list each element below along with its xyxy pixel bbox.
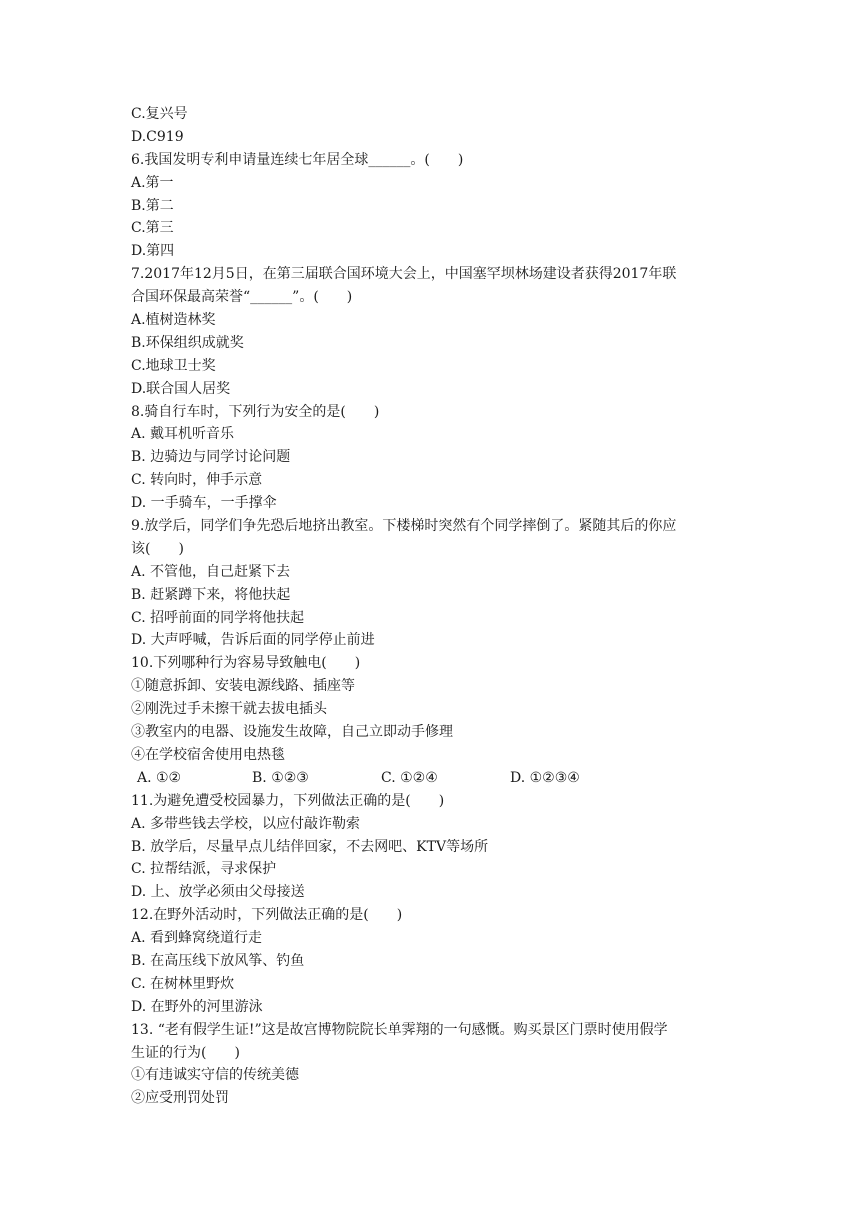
- q6-option-d: D.第四: [131, 243, 175, 260]
- q12-option-c: C. 在树林里野炊: [131, 975, 235, 992]
- q6-stem: 6.我国发明专利申请量连续七年居全球______。( ): [131, 151, 464, 168]
- q12-stem: 12.在野外活动时，下列做法正确的是( ): [131, 907, 403, 924]
- q10-item-4: ④在学校宿舍使用电热毯: [131, 746, 285, 763]
- q13-stem-line2: 生证的行为( ): [131, 1044, 240, 1061]
- q6-option-c: C.第三: [131, 220, 174, 237]
- q10-stem: 10.下列哪种行为容易导致触电( ): [131, 655, 361, 672]
- q9-option-b: B. 赶紧蹲下来，将他扶起: [131, 586, 291, 603]
- q13-stem-line1: 13. “老有假学生证!”这是故宫博物院院长单霁翔的一句感慨。购买景区门票时使用假学: [131, 1021, 668, 1038]
- q12-option-a: A. 看到蜂窝绕道行走: [131, 930, 263, 947]
- q7-option-d: D.联合国人居奖: [131, 380, 231, 397]
- q7-stem-line1: 7.2017年12月5日，在第三届联合国环境大会上，中国塞罕坝林场建设者获得2017年联: [131, 266, 677, 283]
- q10-option-d: D. ①②③④: [510, 769, 580, 786]
- q6-option-a: A.第一: [131, 174, 174, 191]
- q13-item-1: ①有违诚实守信的传统美德: [131, 1067, 299, 1084]
- q8-option-d: D. 一手骑车，一手撑伞: [131, 495, 277, 512]
- q10-option-c: C. ①②④: [381, 769, 438, 786]
- q5-option-d: D.C919: [131, 128, 184, 145]
- q11-option-c: C. 拉帮结派，寻求保护: [131, 861, 277, 878]
- q10-item-2: ②刚洗过手未擦干就去拔电插头: [131, 701, 327, 718]
- q10-options-row: [131, 767, 741, 790]
- q9-option-c: C. 招呼前面的同学将他扶起: [131, 609, 305, 626]
- q7-stem-line2: 合国环保最高荣誉“______”。( ): [131, 289, 353, 306]
- q10-option-b: B. ①②③: [252, 769, 309, 786]
- q10-item-3: ③教室内的电器、设施发生故障，自己立即动手修理: [131, 724, 453, 741]
- q8-option-a: A. 戴耳机听音乐: [131, 426, 235, 443]
- q12-option-b: B. 在高压线下放风筝、钓鱼: [131, 952, 305, 969]
- q9-option-a: A. 不管他，自己赶紧下去: [131, 563, 291, 580]
- q9-option-d: D. 大声呼喊，告诉后面的同学停止前进: [131, 632, 375, 649]
- q11-option-a: A. 多带些钱去学校，以应付敲诈勒索: [131, 815, 361, 832]
- q11-option-d: D. 上、放学必须由父母接送: [131, 884, 305, 901]
- q8-option-b: B. 边骑边与同学讨论问题: [131, 449, 291, 466]
- q11-stem: 11.为避免遭受校园暴力，下列做法正确的是( ): [131, 792, 445, 809]
- q11-option-b: B. 放学后，尽量早点儿结伴回家，不去网吧、KTV等场所: [131, 838, 489, 855]
- q7-option-a: A.植树造林奖: [131, 312, 216, 329]
- q10-option-a: A. ①②: [137, 769, 182, 786]
- q7-option-b: B.环保组织成就奖: [131, 334, 244, 351]
- q5-option-c: C.复兴号: [131, 106, 188, 122]
- q12-option-d: D. 在野外的河里游泳: [131, 998, 263, 1015]
- q6-option-b: B.第二: [131, 197, 174, 214]
- q8-option-c: C. 转向时，伸手示意: [131, 472, 263, 489]
- q8-stem: 8.骑自行车时，下列行为安全的是( ): [131, 403, 380, 420]
- document-page: [131, 103, 741, 1110]
- q9-stem-line2: 该( ): [131, 540, 184, 557]
- q9-stem-line1: 9.放学后，同学们争先恐后地挤出教室。下楼梯时突然有个同学摔倒了。紧随其后的你应: [131, 518, 677, 535]
- q10-item-1: ①随意拆卸、安装电源线路、插座等: [131, 678, 355, 695]
- q7-option-c: C.地球卫士奖: [131, 357, 216, 374]
- q13-item-2: ②应受刑罚处罚: [131, 1090, 229, 1107]
